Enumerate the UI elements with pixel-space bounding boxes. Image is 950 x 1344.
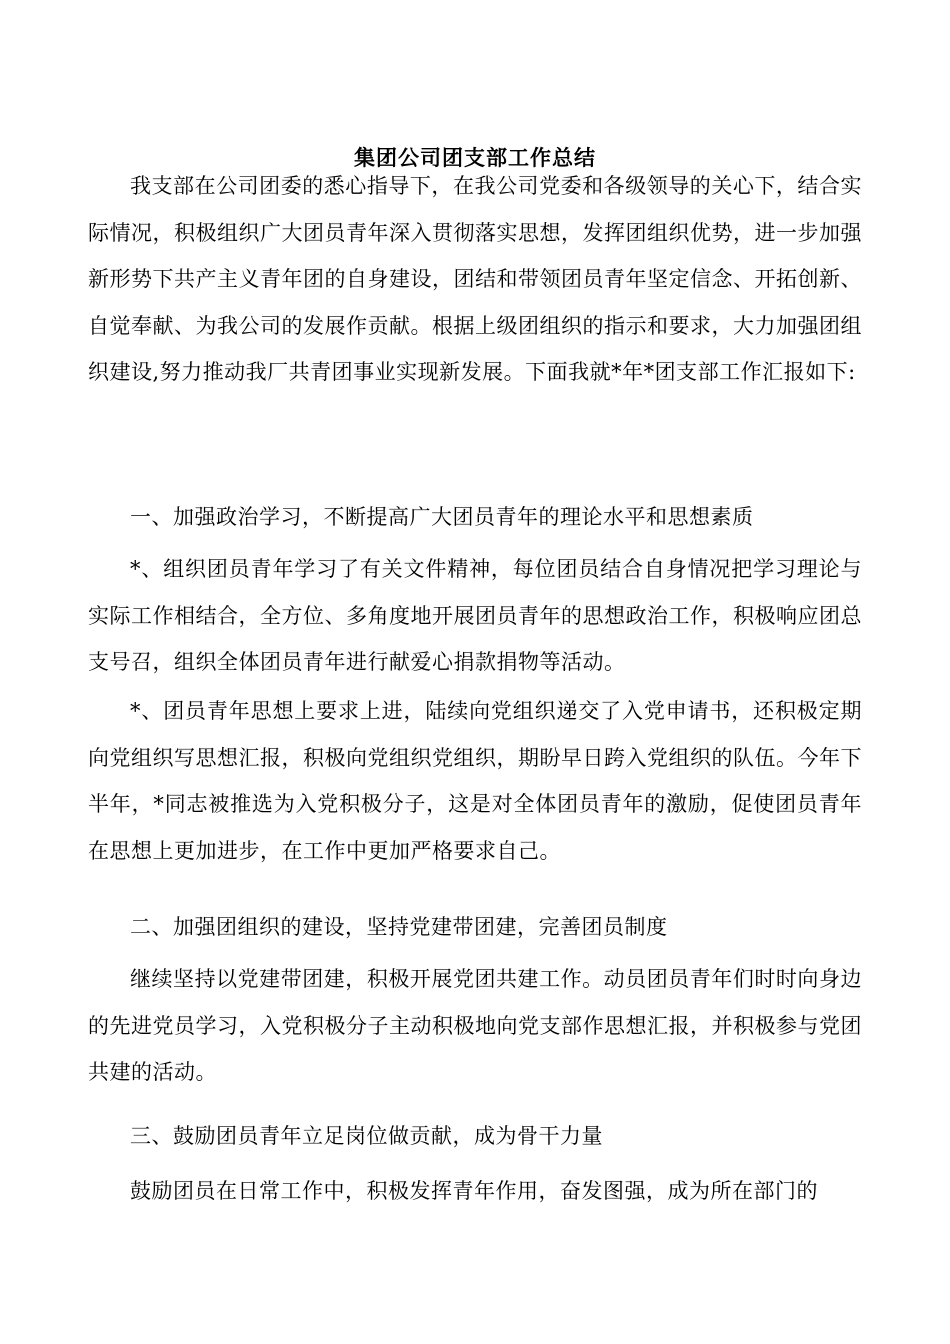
section-heading-3: 三、鼓励团员青年立足岗位做贡献，成为骨干力量 <box>130 1124 603 1148</box>
paragraph-intro: 我支部在公司团委的悉心指导下，在我公司党委和各级领导的关心下，结合实际情况，积极组织广大团员青年深入贯彻落实思想，发挥团组织优势，进一步加强新形势下共产主义青年团的自身建设，团结和带领团员青年坚定信念、开拓创新、自觉奉献、为我公司的发展作贡献。根据上级团组织的指示和要求，大力加强团组织建设,努力推动我厂共青团事业实现新发展。下面我就*年*团支部工作汇报如下: <box>88 174 862 384</box>
document-title: 集团公司团支部工作总结 <box>354 145 596 170</box>
paragraph-3: 鼓励团员在日常工作中，积极发挥青年作用，奋发图强，成为所在部门的 <box>130 1179 818 1203</box>
section-heading-2: 二、加强团组织的建设，坚持党建带团建，完善团员制度 <box>130 915 668 939</box>
paragraph-2: 继续坚持以党建带团建，积极开展党团共建工作。动员团员青年们时时向身边的先进党员学习，入党积极分子主动积极地向党支部作思想汇报，并积极参与党团共建的活动。 <box>88 967 862 1084</box>
section-heading-1: 一、加强政治学习，不断提高广大团员青年的理论水平和思想素质 <box>130 505 754 529</box>
paragraph-1-2: *、团员青年思想上要求上进，陆续向党组织递交了入党申请书，还积极定期向党组织写思想汇报，积极向党组织党组织，期盼早日跨入党组织的队伍。今年下半年，*同志被推选为入党积极分子，这是对全体团员青年的激励，促使团员青年在思想上更加进步，在工作中更加严格要求自己。 <box>88 699 862 863</box>
paragraph-1-1: *、组织团员青年学习了有关文件精神，每位团员结合自身情况把学习理论与实际工作相结合，全方位、多角度地开展团员青年的思想政治工作，积极响应团总支号召，组织全体团员青年进行献爱心捐款捐物等活动。 <box>88 557 862 674</box>
